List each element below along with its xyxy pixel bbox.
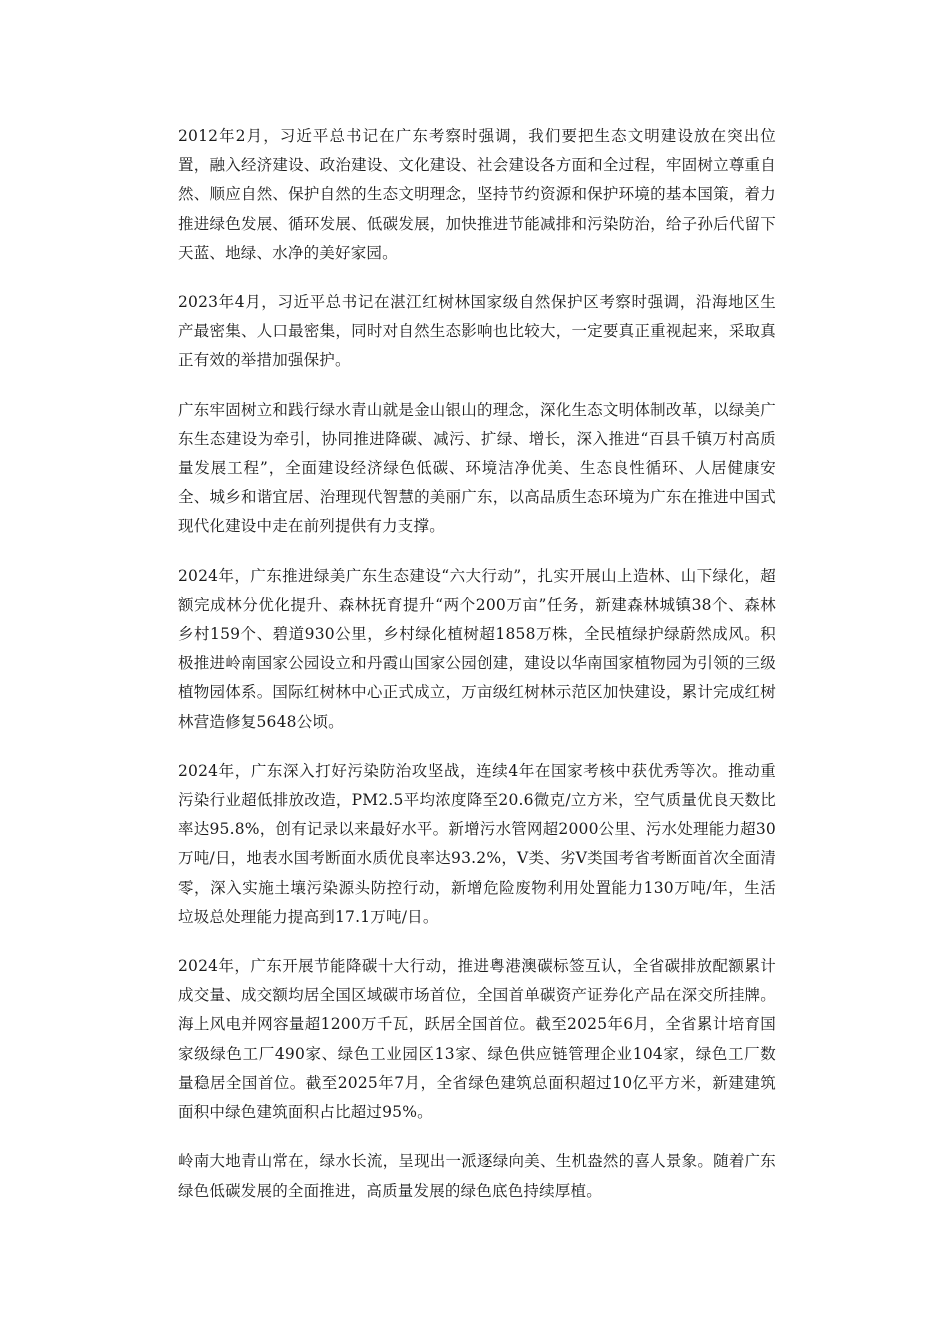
paragraph-2024-carbon: 2024年，广东开展节能降碳十大行动，推进粤港澳碳标签互认，全省碳排放配额累计成交量、成交额均居全国区域碳市场首位，全国首单碳资产证券化产品在深交所挂牌。海上风电并网容量超1200万千瓦，跃居全国首位。截至2025年6月，全省累计培育国家级绿色工厂490家、绿色工业园区13家、绿色供应链管理企业104家，绿色工厂数量稳居全国首位。截至2025年7月，全省绿色建筑总面积超过10亿平方米，新建建筑面积中绿色建筑面积占比超过95%。 <box>178 957 776 1122</box>
paragraph-2012-inspection: 2012年2月，习近平总书记在广东考察时强调，我们要把生态文明建设放在突出位置，融入经济建设、政治建设、文化建设、社会建设各方面和全过程，牢固树立尊重自然、顺应自然、保护自然的生态文明理念，坚持节约资源和保护环境的基本国策，着力推进绿色发展、循环发展、低碳发展，加快推进节能减排和污染防治，给子孙后代留下天蓝、地绿、水净的美好家园。 <box>178 127 776 262</box>
document-body <box>178 122 776 1226</box>
paragraph-conclusion: 岭南大地青山常在，绿水长流，呈现出一派逐绿向美、生机盎然的喜人景象。随着广东绿色低碳发展的全面推进，高质量发展的绿色底色持续厚植。 <box>178 1152 776 1200</box>
paragraph-2023-mangrove: 2023年4月，习近平总书记在湛江红树林国家级自然保护区考察时强调，沿海地区生产最密集、人口最密集，同时对自然生态影响也比较大，一定要真正重视起来，采取真正有效的举措加强保护。 <box>178 293 776 370</box>
paragraph-green-philosophy: 广东牢固树立和践行绿水青山就是金山银山的理念，深化生态文明体制改革，以绿美广东生态建设为牵引，协同推进降碳、减污、扩绿、增长，深入推进“百县千镇万村高质量发展工程”，全面建设经济绿色低碳、环境洁净优美、生态良性循环、人居健康安全、城乡和谐宜居、治理现代智慧的美丽广东，以高品质生态环境为广东在推进中国式现代化建设中走在前列提供有力支撑。 <box>178 400 776 536</box>
paragraph-2024-pollution: 2024年，广东深入打好污染防治攻坚战，连续4年在国家考核中获优秀等次。推动重污染行业超低排放改造，PM2.5平均浓度降至20.6微克/立方米，空气质量优良天数比率达95.8%，创有记录以来最好水平。新增污水管网超2000公里、污水处理能力超30万吨/日，地表水国考断面水质优良率达93.2%，Ⅴ类、劣Ⅴ类国考省考断面首次全面清零，深入实施土壤污染源头防控行动，新增危险废物利用处置能力130万吨/年，生活垃圾总处理能力提高到17.1万吨/日。 <box>178 761 776 926</box>
paragraph-2024-forestry: 2024年，广东推进绿美广东生态建设“六大行动”，扎实开展山上造林、山下绿化，超额完成林分优化提升、森林抚育提升“两个200万亩”任务，新建森林城镇38个、森林乡村159个、碧道930公里，乡村绿化植树超1858万株，全民植绿护绿蔚然成风。积极推进岭南国家公园设立和丹霞山国家公园创建，建设以华南国家植物园为引领的三级植物园体系。国际红树林中心正式成立，万亩级红树林示范区加快建设，累计完成红树林营造修复5648公顷。 <box>178 566 776 731</box>
